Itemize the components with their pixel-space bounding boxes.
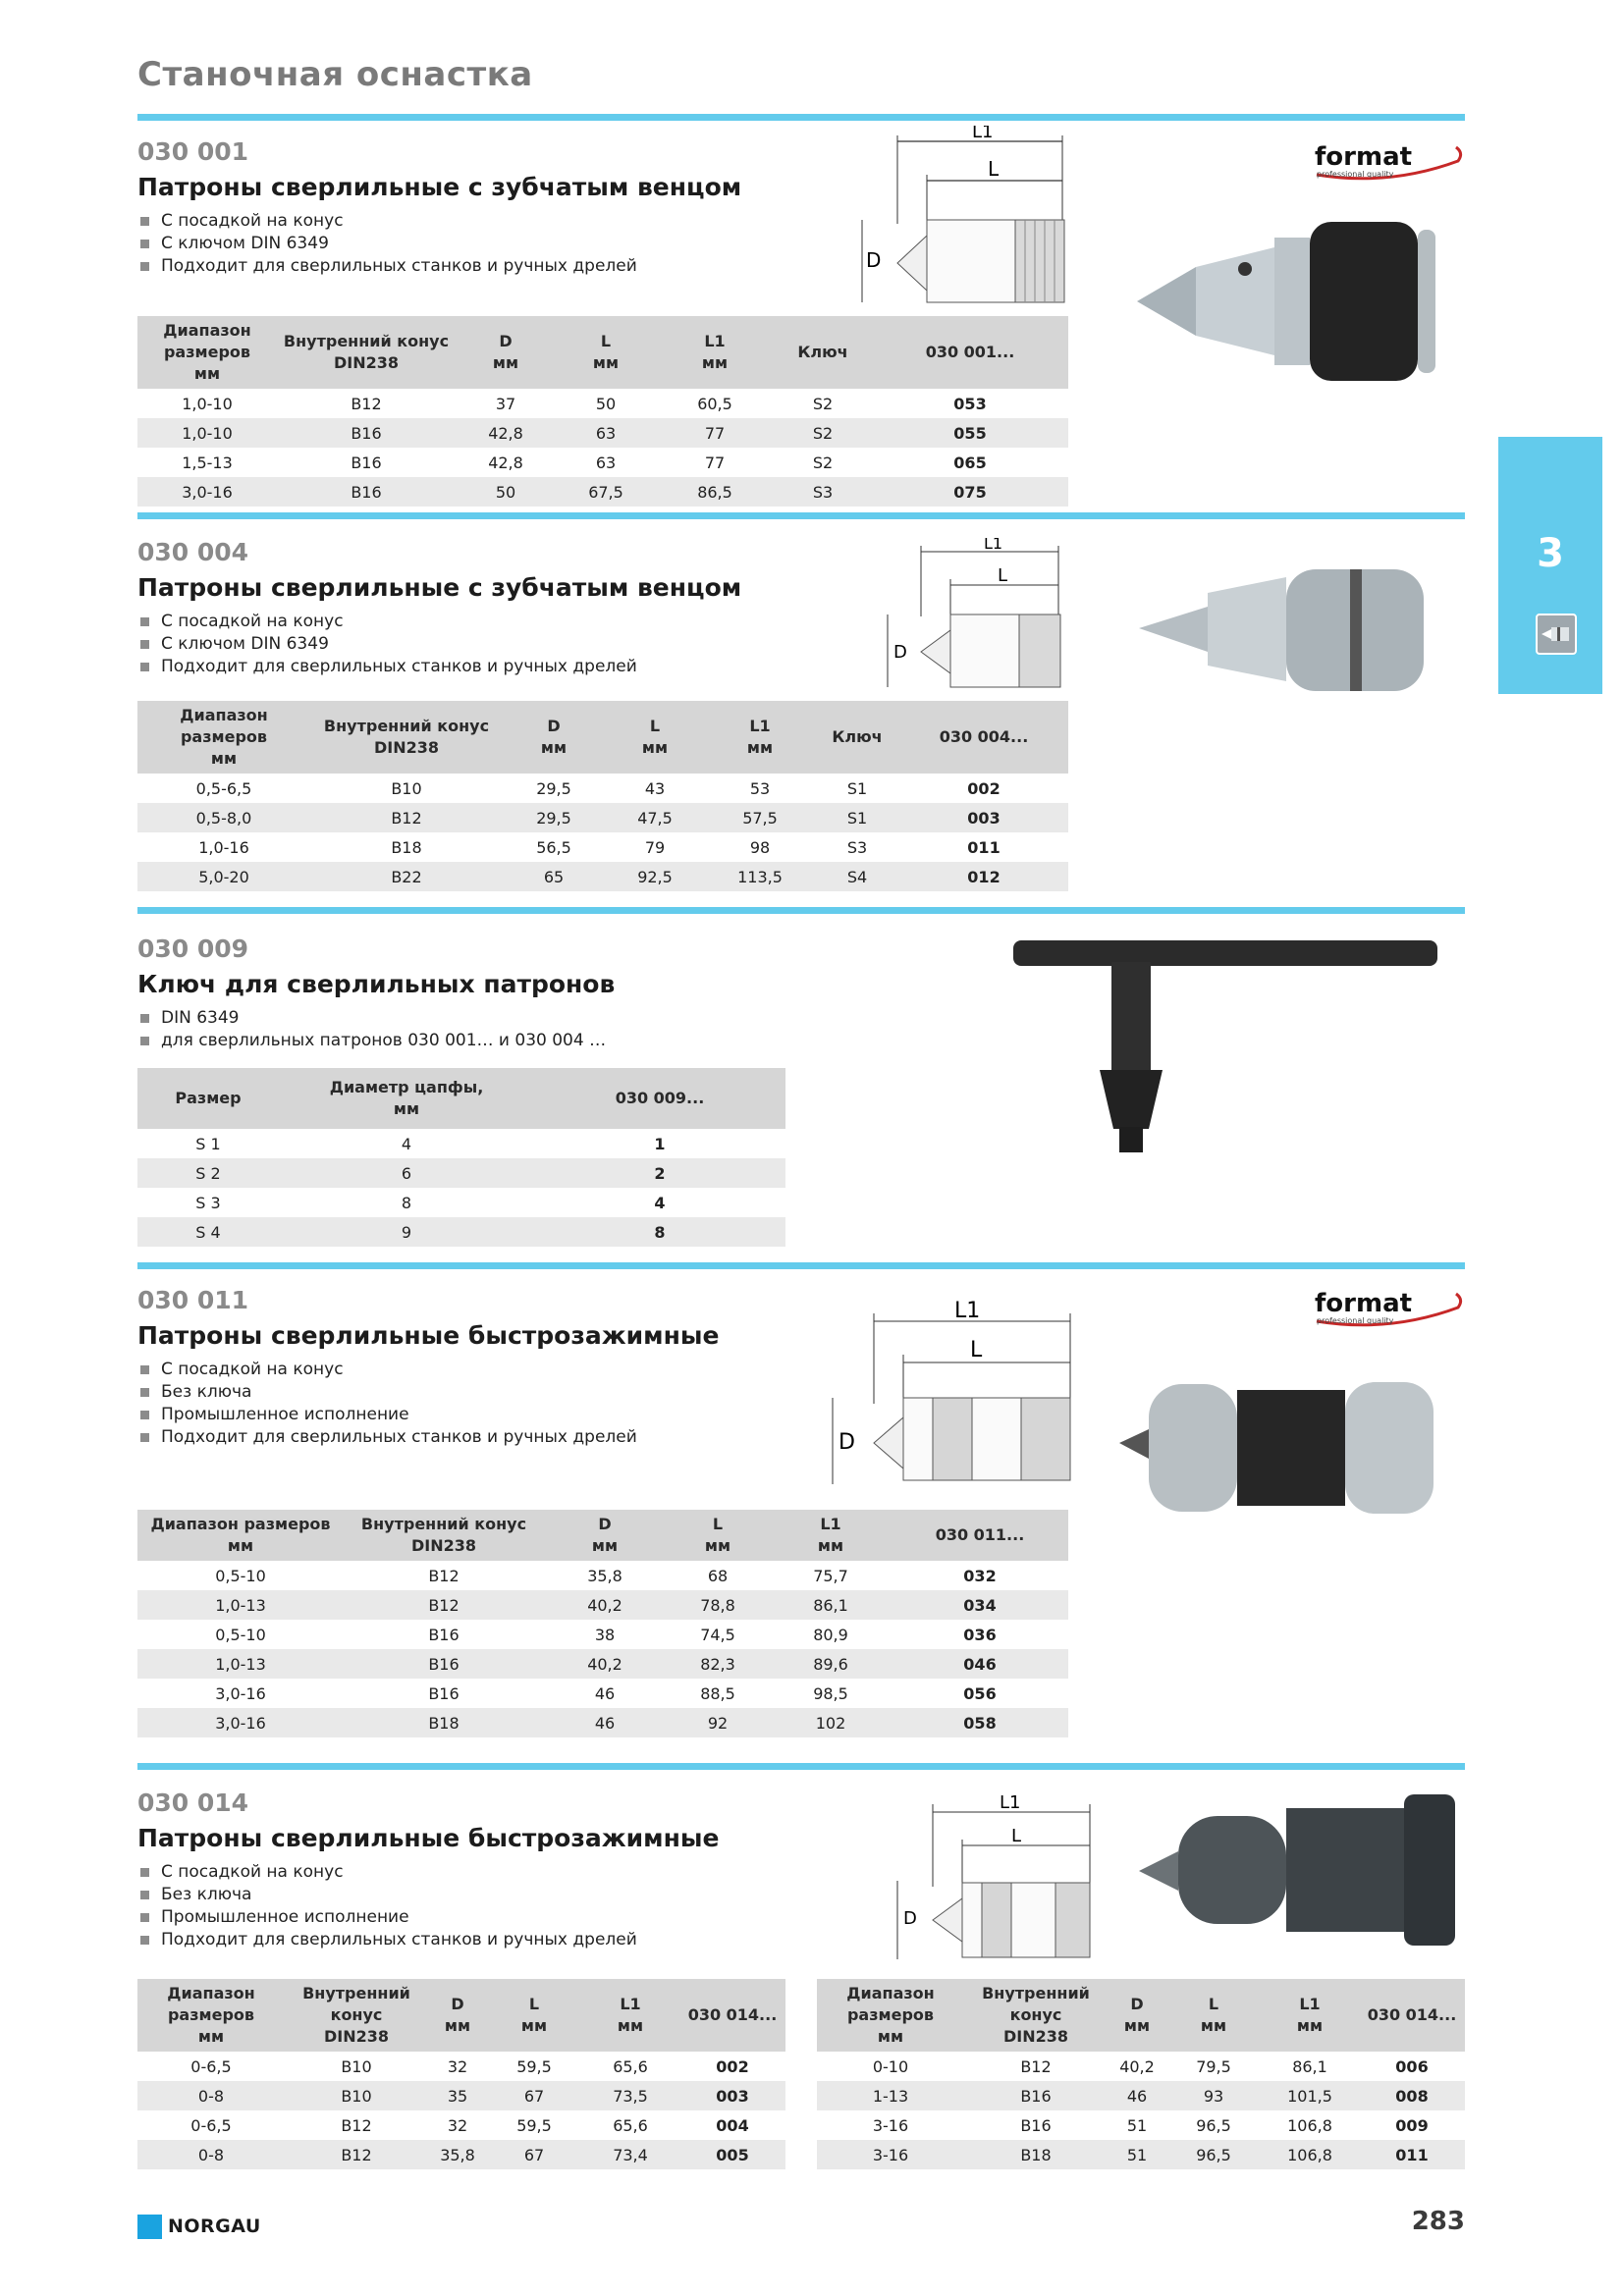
spec-table-030-009 — [137, 1068, 785, 1247]
table-cell: 075 — [872, 477, 1068, 507]
table-cell: 0-6,5 — [190, 2115, 232, 2135]
table-cell: B12 — [351, 394, 382, 413]
column-header: Диапазон размеров мм — [137, 701, 310, 774]
drill-chuck-icon — [1536, 614, 1577, 655]
table-row — [137, 832, 1068, 862]
table-cell: 8 — [534, 1217, 785, 1247]
table-cell: B10 — [285, 2081, 428, 2110]
chuck-key-photo — [1011, 933, 1443, 1162]
table-cell: 40,2 — [1119, 2056, 1155, 2076]
column-header: D мм — [544, 1510, 666, 1561]
table-cell: 1,0-10 — [182, 394, 233, 413]
table-header-row — [817, 1979, 1465, 2052]
table-row — [137, 1590, 1068, 1620]
table-cell: S 4 — [137, 1217, 279, 1247]
table-row — [137, 2110, 785, 2140]
table-cell: 053 — [953, 394, 987, 413]
column-header: Внутренний конус DIN238 — [277, 316, 456, 389]
table-cell: 6 — [279, 1158, 534, 1188]
table-row — [137, 862, 1068, 891]
table-cell: 003 — [899, 803, 1068, 832]
table-cell: 002 — [967, 778, 1001, 798]
table-cell: B12 — [1020, 2056, 1052, 2076]
column-header: L1 мм — [581, 1979, 679, 2052]
table-cell: 1,0-16 — [198, 837, 249, 857]
table-cell: 40,2 — [544, 1590, 666, 1620]
table-row — [137, 2052, 785, 2081]
table-cell: 73,5 — [581, 2081, 679, 2110]
feature-item: Подходит для сверлильных станков и ручных дрелей — [137, 1929, 1465, 1951]
table-cell: 46 — [544, 1708, 666, 1737]
spec-table-030-014-right — [817, 1979, 1465, 2169]
table-cell: 35,8 — [587, 1566, 622, 1585]
table-row — [817, 2110, 1465, 2140]
page-number: 283 — [1411, 2207, 1465, 2236]
table-cell: 4 — [654, 1193, 666, 1212]
column-header: Внутренний конус DIN238 — [964, 1979, 1108, 2052]
column-header: Диапазон размеров мм — [137, 1979, 285, 2052]
table-cell: 004 — [716, 2115, 749, 2135]
section-title: Патроны сверлильные с зубчатым венцом — [137, 173, 742, 201]
table-cell: 29,5 — [503, 803, 605, 832]
table-cell: 065 — [953, 453, 987, 472]
feature-item: Промышленное исполнение — [137, 1404, 1465, 1426]
table-cell: 47,5 — [605, 803, 705, 832]
table-cell: 65,6 — [613, 2056, 648, 2076]
table-header-row — [137, 1068, 785, 1129]
table-row — [137, 774, 1068, 803]
table-cell: 82,3 — [666, 1649, 770, 1679]
table-row — [817, 2140, 1465, 2169]
table-cell: 88,5 — [700, 1683, 735, 1703]
table-cell: 036 — [963, 1625, 997, 1644]
table-cell: 42,8 — [456, 418, 556, 448]
table-cell: 0,5-8,0 — [137, 803, 310, 832]
table-cell: 3-16 — [817, 2140, 964, 2169]
table-row — [137, 1620, 1068, 1649]
feature-item: Подходит для сверлильных станков и ручных дрелей — [137, 656, 1465, 678]
table-cell: B16 — [277, 418, 456, 448]
table-cell: 75,7 — [813, 1566, 848, 1585]
table-cell: 80,9 — [813, 1625, 848, 1644]
feature-item: Подходит для сверлильных станков и ручных дрелей — [137, 255, 1465, 278]
column-header: L мм — [666, 1510, 770, 1561]
svg-text:L1: L1 — [972, 126, 994, 142]
table-cell: 0-8 — [137, 2081, 285, 2110]
svg-text:D: D — [866, 248, 882, 272]
table-cell: S2 — [774, 418, 872, 448]
table-cell: 35,8 — [428, 2140, 487, 2169]
column-header: Диаметр цапфы, мм — [279, 1068, 534, 1129]
format-logo — [1311, 139, 1468, 187]
column-header: L мм — [487, 1979, 581, 2052]
table-cell: 57,5 — [705, 803, 815, 832]
table-row — [137, 803, 1068, 832]
column-header: Диапазон размеров мм — [137, 316, 277, 389]
table-cell: B18 — [344, 1708, 544, 1737]
column-header: 030 001... — [872, 316, 1068, 389]
table-cell: 98,5 — [813, 1683, 848, 1703]
spec-table-030-011 — [137, 1510, 1068, 1737]
table-header-row — [137, 701, 1068, 774]
section-rule — [137, 1763, 1465, 1770]
table-cell: 37 — [495, 394, 516, 413]
svg-text:L: L — [998, 565, 1008, 586]
table-cell: 056 — [963, 1683, 997, 1703]
feature-item: С посадкой на конус — [137, 1861, 1465, 1884]
table-cell: 106,8 — [1287, 2115, 1332, 2135]
table-cell: 1-13 — [817, 2081, 964, 2110]
table-cell: S4 — [815, 862, 899, 891]
table-row — [137, 1708, 1068, 1737]
table-row — [137, 1649, 1068, 1679]
table-header-row — [137, 1979, 785, 2052]
table-cell: 011 — [1359, 2140, 1465, 2169]
section-title: Ключ для сверлильных патронов — [137, 970, 616, 998]
table-cell: 2 — [534, 1158, 785, 1188]
feature-item: С посадкой на конус — [137, 1359, 1465, 1381]
dimension-drawing — [825, 1296, 1080, 1496]
table-cell: 51 — [1126, 2115, 1148, 2135]
brand-tagline: professional quality — [1317, 1316, 1394, 1325]
feature-item: С посадкой на конус — [137, 611, 1465, 633]
table-cell: 3-16 — [872, 2115, 909, 2135]
column-header: Внутренний конус DIN238 — [285, 1979, 428, 2052]
table-cell: 56,5 — [536, 837, 571, 857]
table-cell: 79,5 — [1196, 2056, 1231, 2076]
table-cell: 32 — [447, 2056, 468, 2076]
table-cell: B12 — [341, 2115, 372, 2135]
svg-text:L1: L1 — [954, 1299, 981, 1323]
table-cell: 60,5 — [697, 394, 732, 413]
section-code: 030 009 — [137, 934, 249, 963]
table-cell: 89,6 — [770, 1649, 892, 1679]
column-header: 030 011... — [892, 1510, 1068, 1561]
column-header: Диапазон размеров мм — [137, 1510, 344, 1561]
table-cell: 40,2 — [544, 1649, 666, 1679]
column-header: 030 009... — [534, 1068, 785, 1129]
spec-table-030-001 — [137, 316, 1068, 507]
column-header: D мм — [503, 701, 605, 774]
table-cell: 67,5 — [556, 477, 656, 507]
table-cell: B16 — [428, 1625, 460, 1644]
table-cell: B12 — [285, 2140, 428, 2169]
column-header: L мм — [605, 701, 705, 774]
column-header: D мм — [456, 316, 556, 389]
format-logo — [1311, 1286, 1468, 1333]
feature-item: Промышленное исполнение — [137, 1906, 1465, 1929]
table-row — [137, 448, 1068, 477]
table-cell: 106,8 — [1261, 2140, 1359, 2169]
table-cell: S 2 — [137, 1158, 279, 1188]
column-header: D мм — [428, 1979, 487, 2052]
table-cell: 009 — [1395, 2115, 1429, 2135]
table-row — [137, 477, 1068, 507]
table-cell: B18 — [391, 837, 422, 857]
table-cell: B16 — [344, 1649, 544, 1679]
table-cell: B22 — [310, 862, 503, 891]
table-cell: 1,5-13 — [182, 453, 233, 472]
section-title: Патроны сверлильные быстрозажимные — [137, 1824, 720, 1852]
table-cell: 51 — [1108, 2140, 1166, 2169]
table-cell: 034 — [892, 1590, 1068, 1620]
feature-item: Без ключа — [137, 1884, 1465, 1906]
chuck-photo — [1139, 1787, 1473, 1957]
table-cell: 86,1 — [770, 1590, 892, 1620]
table-cell: 77 — [704, 453, 726, 472]
table-row — [137, 1129, 785, 1158]
column-header: L мм — [1166, 1979, 1261, 2052]
svg-text:D: D — [893, 642, 907, 663]
table-cell: 65,6 — [613, 2115, 648, 2135]
table-cell: S2 — [812, 394, 834, 413]
table-cell: B10 — [391, 778, 422, 798]
table-cell: 50 — [456, 477, 556, 507]
table-cell: 005 — [679, 2140, 785, 2169]
table-cell: 1,0-10 — [137, 418, 277, 448]
table-cell: 79 — [644, 837, 666, 857]
table-cell: 77 — [656, 418, 774, 448]
chapter-number: 3 — [1537, 531, 1564, 576]
table-cell: 113,5 — [705, 862, 815, 891]
table-cell: 74,5 — [700, 1625, 735, 1644]
table-row — [817, 2052, 1465, 2081]
table-cell: 058 — [892, 1708, 1068, 1737]
brand-tagline: professional quality — [1317, 170, 1394, 179]
table-cell: B18 — [964, 2140, 1108, 2169]
table-cell: 1,0-13 — [137, 1649, 344, 1679]
section-code: 030 014 — [137, 1789, 249, 1817]
svg-text:L: L — [988, 157, 1000, 181]
section-rule — [137, 907, 1465, 914]
table-cell: 67 — [487, 2081, 581, 2110]
table-cell: B16 — [428, 1683, 460, 1703]
column-header: D мм — [1108, 1979, 1166, 2052]
table-cell: 3,0-16 — [137, 477, 277, 507]
column-header: Ключ — [815, 701, 899, 774]
table-cell: B12 — [310, 803, 503, 832]
feature-item: Подходит для сверлильных станков и ручных дрелей — [137, 1426, 1465, 1449]
brand-text: format — [1315, 142, 1413, 172]
svg-text:D: D — [903, 1908, 917, 1929]
table-cell: B16 — [351, 453, 382, 472]
table-cell: 29,5 — [536, 778, 571, 798]
table-cell: B12 — [428, 1566, 460, 1585]
table-cell: 003 — [679, 2081, 785, 2110]
feature-item: Без ключа — [137, 1381, 1465, 1404]
table-cell: 101,5 — [1261, 2081, 1359, 2110]
section-code: 030 011 — [137, 1286, 249, 1314]
column-header: Внутренний конус DIN238 — [310, 701, 503, 774]
table-cell: 86,5 — [656, 477, 774, 507]
table-cell: 0,5-10 — [215, 1625, 266, 1644]
table-cell: 63 — [595, 453, 617, 472]
table-cell: 012 — [899, 862, 1068, 891]
table-cell: 4 — [401, 1134, 412, 1153]
dimension-drawing — [856, 126, 1082, 318]
feature-item: С ключом DIN 6349 — [137, 633, 1465, 656]
table-cell: 96,5 — [1166, 2140, 1261, 2169]
column-header: Внутренний конус DIN238 — [344, 1510, 544, 1561]
table-row — [817, 2081, 1465, 2110]
section-rule — [137, 512, 1465, 519]
table-cell: 43 — [644, 778, 666, 798]
feature-item: С посадкой на конус — [137, 210, 1465, 233]
table-cell: 63 — [556, 418, 656, 448]
table-cell: S 3 — [195, 1193, 221, 1212]
table-cell: 38 — [594, 1625, 616, 1644]
table-cell: 032 — [963, 1566, 997, 1585]
column-header: 030 014... — [1359, 1979, 1465, 2052]
feature-item: DIN 6349 — [137, 1007, 1465, 1030]
table-cell: 46 — [594, 1683, 616, 1703]
table-cell: S1 — [815, 803, 899, 832]
chuck-photo — [1119, 1364, 1453, 1545]
page-title: Станочная оснастка — [137, 55, 533, 94]
column-header: L1 мм — [656, 316, 774, 389]
table-row — [137, 1188, 785, 1217]
table-cell: 5,0-20 — [137, 862, 310, 891]
column-header: L1 мм — [705, 701, 815, 774]
table-cell: B16 — [1020, 2115, 1052, 2135]
table-cell: 92,5 — [605, 862, 705, 891]
table-cell: 53 — [749, 778, 771, 798]
footer-brand-text: NORGAU — [168, 2216, 261, 2237]
table-row — [137, 2140, 785, 2169]
table-cell: B16 — [964, 2081, 1108, 2110]
brand-text: format — [1315, 1289, 1413, 1318]
table-cell: 0-6,5 — [190, 2056, 232, 2076]
table-cell: 0-10 — [872, 2056, 909, 2076]
column-header: Диапазон размеров мм — [817, 1979, 964, 2052]
table-cell: 50 — [595, 394, 617, 413]
svg-text:L: L — [970, 1338, 983, 1362]
table-cell: 1 — [654, 1134, 666, 1153]
table-row — [137, 389, 1068, 418]
spec-table-030-014-left — [137, 1979, 785, 2169]
section-title: Патроны сверлильные быстрозажимные — [137, 1321, 720, 1350]
svg-text:L: L — [1011, 1826, 1022, 1846]
spec-table-030-004 — [137, 701, 1068, 891]
column-header: Ключ — [774, 316, 872, 389]
table-row — [137, 1217, 785, 1247]
table-cell: 011 — [967, 837, 1001, 857]
section-title: Патроны сверлильные с зубчатым венцом — [137, 573, 742, 602]
table-cell: S3 — [846, 837, 868, 857]
footer-brand — [137, 2213, 261, 2240]
table-cell: 65 — [503, 862, 605, 891]
table-cell: 73,4 — [581, 2140, 679, 2169]
table-cell: 96,5 — [1196, 2115, 1231, 2135]
table-cell: 67 — [487, 2140, 581, 2169]
dimension-drawing — [854, 1792, 1100, 1973]
column-header: Размер — [137, 1068, 279, 1129]
chuck-photo — [1137, 208, 1451, 399]
table-cell: 046 — [892, 1649, 1068, 1679]
feature-item: для сверлильных патронов 030 001… и 030 004 … — [137, 1030, 1465, 1052]
chapter-tab[interactable] — [1498, 437, 1602, 694]
table-cell: B12 — [344, 1590, 544, 1620]
table-cell: 008 — [1359, 2081, 1465, 2110]
section-rule — [137, 1262, 1465, 1269]
table-cell: 92 — [666, 1708, 770, 1737]
table-cell: 102 — [770, 1708, 892, 1737]
chuck-photo — [1139, 550, 1453, 730]
table-cell: S2 — [812, 453, 834, 472]
table-row — [137, 2081, 785, 2110]
table-cell: 35 — [428, 2081, 487, 2110]
table-cell: 59,5 — [516, 2115, 552, 2135]
svg-text:L1: L1 — [984, 538, 1003, 553]
table-cell: 0-8 — [137, 2140, 285, 2169]
norgau-logo-icon — [137, 2215, 162, 2239]
column-header: L1 мм — [1261, 1979, 1359, 2052]
table-row — [137, 1158, 785, 1188]
table-row — [137, 1679, 1068, 1708]
table-cell: B10 — [341, 2056, 372, 2076]
table-cell: 68 — [707, 1566, 729, 1585]
table-cell: 9 — [279, 1217, 534, 1247]
column-header: 030 014... — [679, 1979, 785, 2052]
title-rule — [137, 114, 1465, 121]
table-cell: 46 — [1108, 2081, 1166, 2110]
section-code: 030 001 — [137, 137, 249, 166]
table-cell: 055 — [872, 418, 1068, 448]
feature-item: С ключом DIN 6349 — [137, 233, 1465, 255]
table-cell: 42,8 — [488, 453, 523, 472]
dimension-drawing — [882, 538, 1078, 699]
table-cell: 93 — [1166, 2081, 1261, 2110]
table-cell: 3,0-16 — [137, 1708, 344, 1737]
table-cell: 006 — [1395, 2056, 1429, 2076]
column-header: L мм — [556, 316, 656, 389]
svg-text:D: D — [839, 1430, 855, 1455]
table-cell: S1 — [846, 778, 868, 798]
table-cell: B16 — [277, 477, 456, 507]
table-cell: S3 — [774, 477, 872, 507]
table-row — [137, 1561, 1068, 1590]
table-cell: 002 — [716, 2056, 749, 2076]
table-cell: 32 — [447, 2115, 468, 2135]
table-header-row — [137, 1510, 1068, 1561]
svg-text:L1: L1 — [1000, 1792, 1021, 1813]
table-cell: 59,5 — [516, 2056, 552, 2076]
table-cell: 8 — [401, 1193, 412, 1212]
table-cell: 78,8 — [666, 1590, 770, 1620]
table-cell: 0,5-10 — [215, 1566, 266, 1585]
table-header-row — [137, 316, 1068, 389]
table-cell: 86,1 — [1292, 2056, 1327, 2076]
table-cell: S 1 — [195, 1134, 221, 1153]
table-cell: 98 — [749, 837, 771, 857]
table-cell: 0,5-6,5 — [195, 778, 252, 798]
table-cell: 1,0-13 — [137, 1590, 344, 1620]
table-cell: 3,0-16 — [215, 1683, 266, 1703]
table-row — [137, 418, 1068, 448]
column-header: L1 мм — [770, 1510, 892, 1561]
section-code: 030 004 — [137, 538, 249, 566]
column-header: 030 004... — [899, 701, 1068, 774]
